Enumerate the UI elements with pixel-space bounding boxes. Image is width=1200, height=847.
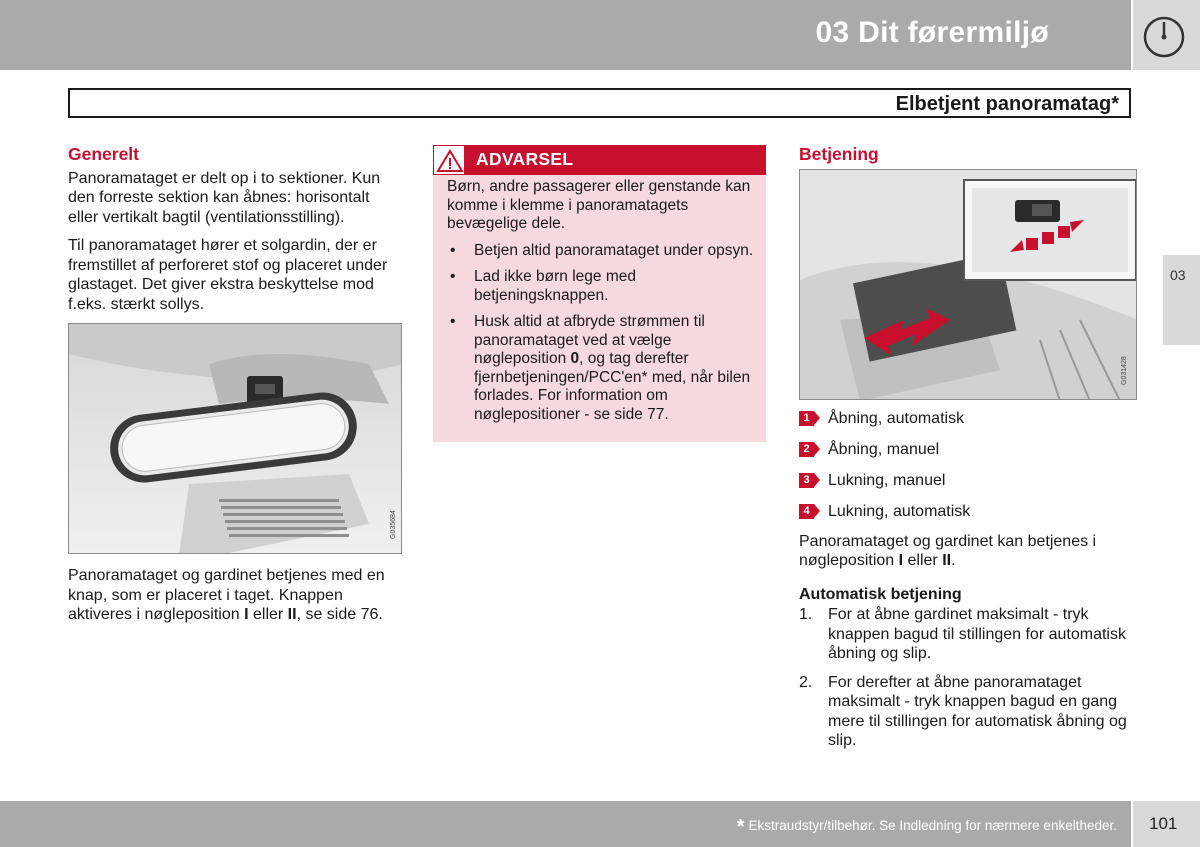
paragraph-sections: Panoramataget er delt op i to sektioner. Kun den forreste sektion kan åbnes: horisontalt eller vertikalt bagtil (ventilationsstilling). [68, 169, 381, 226]
figure-roof-console [68, 323, 402, 554]
number-marker: 1 [799, 411, 820, 426]
section-title-bar [68, 88, 1131, 118]
side-chapter-tab [1163, 255, 1200, 345]
heading-operation: Betjening [799, 144, 879, 164]
warning-triangle-icon [433, 145, 465, 175]
paragraph-key-position: Panoramataget og gardinet kan betjenes i nøgleposition I eller II. [799, 532, 1097, 569]
steps-list [799, 605, 1139, 751]
legend-item [799, 439, 1139, 470]
chapter-title: 03 Dit førermiljø [815, 16, 1049, 49]
subheading-automatic: Automatisk betjening [799, 585, 962, 603]
legend-label: Åbning, manuel [828, 440, 940, 458]
footnote: * Ekstraudstyr/tilbehør. Se Indledning for nærmere enkeltheder. [736, 816, 1117, 838]
warning-bullet: • Lad ikke børn lege med betjeningsknappen. [447, 268, 754, 305]
page-number: 101 [1149, 814, 1178, 833]
warning-box [433, 145, 766, 442]
side-tab-label: 03 [1170, 267, 1186, 283]
figure-roof-switch [799, 169, 1137, 400]
legend-item [799, 408, 1139, 439]
legend-list [799, 408, 1139, 532]
legend-item [799, 501, 1139, 532]
legend-label: Lukning, manuel [828, 471, 946, 489]
gauge-icon [1142, 15, 1186, 59]
warning-body [433, 175, 766, 442]
figure-caption: Panoramataget og gardinet betjenes med en knap, som er placeret i taget. Knappen aktiveres i nøgleposition I eller II, se side 76. [68, 567, 385, 623]
section-title: Elbetjent panoramatag* [895, 93, 1119, 115]
column-general [68, 145, 403, 634]
paragraph-sunshade: Til panoramataget hører et solgardin, der er fremstillet af perforeret stof og placeret under glastaget. Det giver ekstra beskyttelse mod f.eks. stærkt sollys. [68, 237, 388, 313]
warning-title: ADVARSEL [476, 149, 574, 169]
warning-header [433, 145, 766, 175]
number-marker: 4 [799, 504, 820, 519]
chapter-icon-box [1133, 0, 1200, 70]
footer-bar [0, 801, 1131, 847]
warning-bullet: • Betjen altid panoramataget under opsyn. [447, 242, 754, 261]
legend-label: Åbning, automatisk [828, 409, 965, 427]
legend-label: Lukning, automatisk [828, 502, 971, 520]
roof-console-illustration [69, 324, 402, 554]
column-operation [799, 145, 1139, 760]
roof-switch-illustration [800, 170, 1137, 400]
warning-intro: Børn, andre passagerer eller genstande kan komme i klemme i panoramatagets bevægelige dele. [447, 178, 751, 232]
step-item: 1. For at åbne gardinet maksimalt - tryk knappen bagud til stillingen for automatisk åbning og slip. [799, 606, 1126, 662]
warning-bullets [447, 242, 754, 425]
number-marker: 2 [799, 442, 820, 457]
figure-code: G035684 [390, 510, 397, 539]
number-marker: 3 [799, 473, 820, 488]
legend-item [799, 470, 1139, 501]
step-item: 2. For derefter at åbne panoramataget maksimalt - tryk knappen bagud en gang mere til stillingen for automatisk åbning og slip. [799, 673, 1127, 749]
heading-general: Generelt [68, 144, 139, 164]
figure-code: G031428 [1121, 355, 1128, 385]
page-number-box [1133, 801, 1200, 847]
warning-bullet: • Husk altid at afbryde strømmen til panoramataget ved at vælge nøgleposition 0, og tag derefter fjernbetjeningen/PCC'en* med, når bilen forlades. For information om nøglepositioner - se side 77. [447, 313, 754, 424]
header-bar [0, 0, 1131, 70]
